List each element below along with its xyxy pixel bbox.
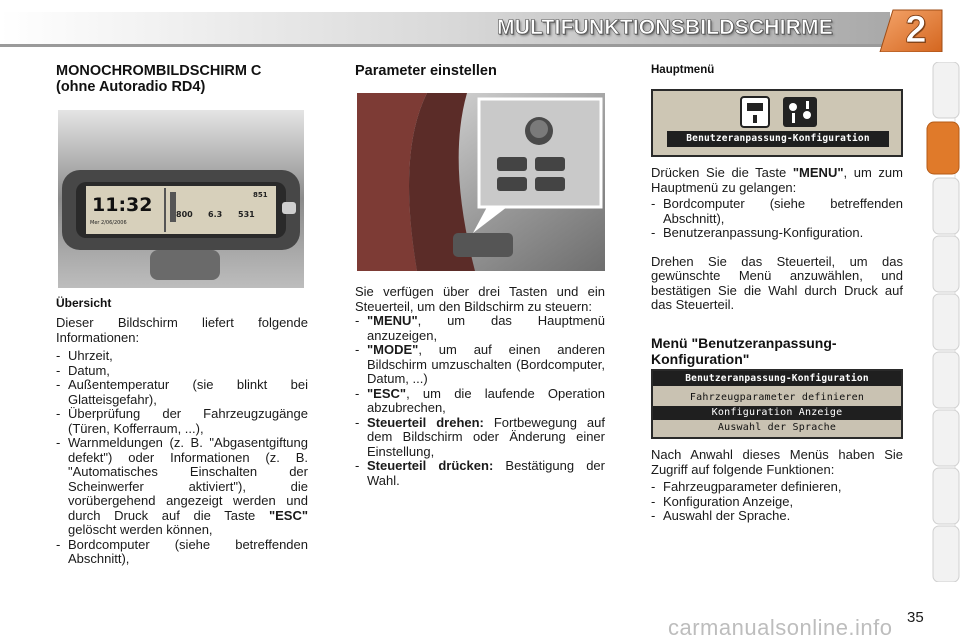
list-item: - Konfiguration Anzeige, xyxy=(651,493,794,509)
list-item: - "MODE", um auf einen anderen Bildschirm umzuschalten (Bordcomputer, Datum, ...) xyxy=(355,342,605,386)
list-item: - Bordcomputer (siehe betreffenden Abschnitt), xyxy=(56,536,308,566)
section-title: MONOCHROMBILDSCHIRM C (ohne Autoradio RD4) xyxy=(56,63,262,95)
list-item: - Überprüfung der Fahrzeugzugänge (Türen, Kofferraum, ...), xyxy=(56,406,308,436)
submenu-title: Menü "Benutzeranpassung- Konfiguration" xyxy=(651,334,837,367)
settings-icon xyxy=(783,97,817,127)
overview-intro: Dieser Bildschirm liefert folgende Informationen: xyxy=(56,315,308,345)
overview-list xyxy=(56,349,308,567)
dashboard-display-photo xyxy=(58,110,304,288)
main-menu-screen-label: Benutzeranpassung-Konfiguration xyxy=(686,133,870,144)
submenu-intro: Nach Anwahl dieses Menüs haben Sie Zugriff auf folgende Funktionen: xyxy=(651,447,903,477)
chapter-title: MULTIFUNKTIONSBILDSCHIRME xyxy=(497,16,833,39)
bordcomputer-icon xyxy=(741,97,769,127)
display-value: 800 xyxy=(176,210,193,219)
turn-control-text: Drehen Sie das Steuerteil, um das gewünschte Menü anzuwählen, und bestätigen Sie die Wahl durch Druck auf das Steuerteil. xyxy=(651,253,903,312)
submenu-screen-row-selected: Konfiguration Anzeige xyxy=(653,406,901,420)
list-item: - Steuerteil drücken: Bestätigung der Wahl. xyxy=(355,458,605,488)
display-time: 11:32 xyxy=(92,194,153,216)
menu-press-text: Drücken Sie die Taste "MENU", um zum Hauptmenü zu gelangen: xyxy=(651,165,903,195)
main-menu-list xyxy=(651,197,903,241)
overview-heading: Übersicht xyxy=(56,296,112,310)
submenu-screen-row: Fahrzeugparameter definieren xyxy=(689,392,865,403)
display-value: 531 xyxy=(238,210,255,219)
list-item: - Datum, xyxy=(56,362,110,378)
list-item: - Uhrzeit, xyxy=(56,348,113,363)
submenu-screen-row: Auswahl der Sprache xyxy=(717,422,837,433)
submenu-functions-list xyxy=(651,480,903,524)
control-buttons-photo xyxy=(357,93,605,271)
list-item: - "ESC", um die laufende Operation abzubrechen, xyxy=(355,385,605,415)
list-item: - Warnmeldungen (z. B. "Abgasentgiftung defekt") oder Informationen (z. B. "Automatisches Einschalten der Scheinwerfer aktiviert"), die vorübergehend angezeigt werden und durch Druck auf die Taste "ESC" gelöscht werden können, xyxy=(56,435,308,537)
list-item: - Benutzeranpassung-Konfiguration. xyxy=(651,225,864,240)
main-menu-heading: Hauptmenü xyxy=(651,64,715,76)
display-value: 6.3 xyxy=(208,210,223,219)
controls-list xyxy=(355,314,605,488)
list-item: - Steuerteil drehen: Fortbewegung auf dem Bildschirm oder Änderung einer Einstellung, xyxy=(355,414,606,459)
chapter-number: 2 xyxy=(905,9,927,51)
watermark: carmanualsonline.info xyxy=(668,615,893,640)
section-title: Parameter einstellen xyxy=(355,63,497,79)
list-item: - "MENU", um das Hauptmenü anzuzeigen, xyxy=(355,313,605,343)
list-item: - Außentemperatur (sie blinkt bei Glatteisgefahr), xyxy=(56,377,308,407)
controls-intro: Sie verfügen über drei Tasten und ein Steuerteil, um den Bildschirm zu steuern: xyxy=(355,284,605,314)
submenu-screen-title: Benutzeranpassung-Konfiguration xyxy=(653,371,901,386)
main-menu-screen xyxy=(651,89,903,157)
list-item: - Auswahl der Sprache. xyxy=(651,508,791,523)
display-date: Mer 2/06/2006 xyxy=(90,220,127,226)
page-number: 35 xyxy=(907,609,924,626)
display-value: 851 xyxy=(253,191,268,199)
list-item: - Fahrzeugparameter definieren, xyxy=(651,479,842,494)
list-item: - Bordcomputer (siehe betreffenden Abschnitt), xyxy=(651,196,903,226)
chapter-tabs xyxy=(925,62,960,582)
submenu-screen xyxy=(651,369,903,439)
